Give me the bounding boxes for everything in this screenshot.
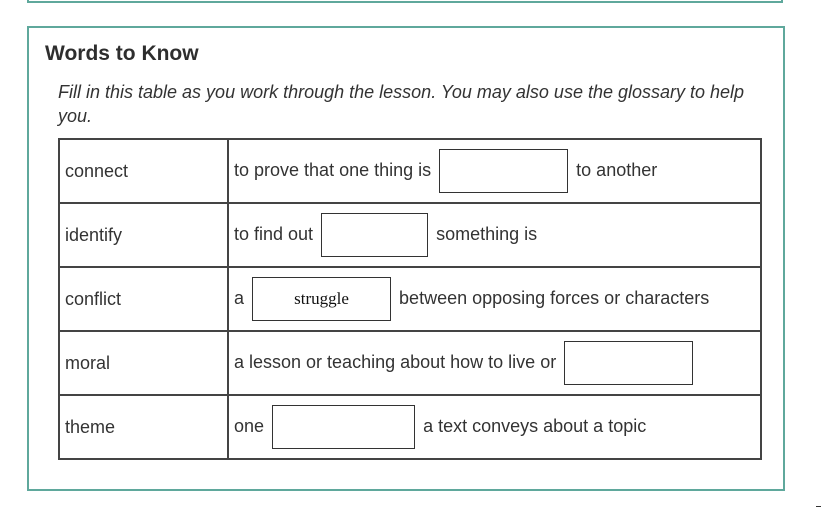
table-row [59, 139, 761, 203]
definition-cell [228, 331, 761, 395]
definition-cell [228, 267, 761, 331]
words-to-know-panel [27, 26, 785, 491]
answer-blank-moral[interactable] [564, 341, 693, 385]
corner-mark [816, 506, 821, 507]
definition-text-before: to find out [234, 223, 314, 244]
definition-text-before: to prove that one thing is [234, 159, 432, 180]
definition-text-before: one [234, 415, 265, 436]
term-cell: connect [59, 139, 228, 203]
answer-blank-theme[interactable] [272, 405, 415, 449]
definition-text-before: a [234, 287, 245, 308]
definition-text-after: something is [436, 223, 538, 244]
definition-cell [228, 139, 761, 203]
term-cell: moral [59, 331, 228, 395]
definition-text-after: between opposing forces or characters [399, 287, 710, 308]
instructions-text: Fill in this table as you work through the lesson. You may also use the glossary to help you. [58, 82, 745, 126]
definition-text-after: to another [576, 159, 658, 180]
answer-blank-conflict[interactable]: struggle [252, 277, 391, 321]
term-cell: theme [59, 395, 228, 459]
definition-cell [228, 203, 761, 267]
definition-cell [228, 395, 761, 459]
table-row [59, 203, 761, 267]
table-row [59, 267, 761, 331]
table-row [59, 331, 761, 395]
answer-blank-identify[interactable] [321, 213, 428, 257]
term-cell: identify [59, 203, 228, 267]
definition-text-before: a lesson or teaching about how to live or [234, 351, 557, 372]
previous-panel-edge [27, 0, 783, 3]
term-cell: conflict [59, 267, 228, 331]
section-title: Words to Know [45, 42, 199, 65]
answer-blank-connect[interactable] [439, 149, 568, 193]
vocabulary-table [58, 138, 762, 460]
table-row [59, 395, 761, 459]
definition-text-after: a text conveys about a topic [423, 415, 647, 436]
